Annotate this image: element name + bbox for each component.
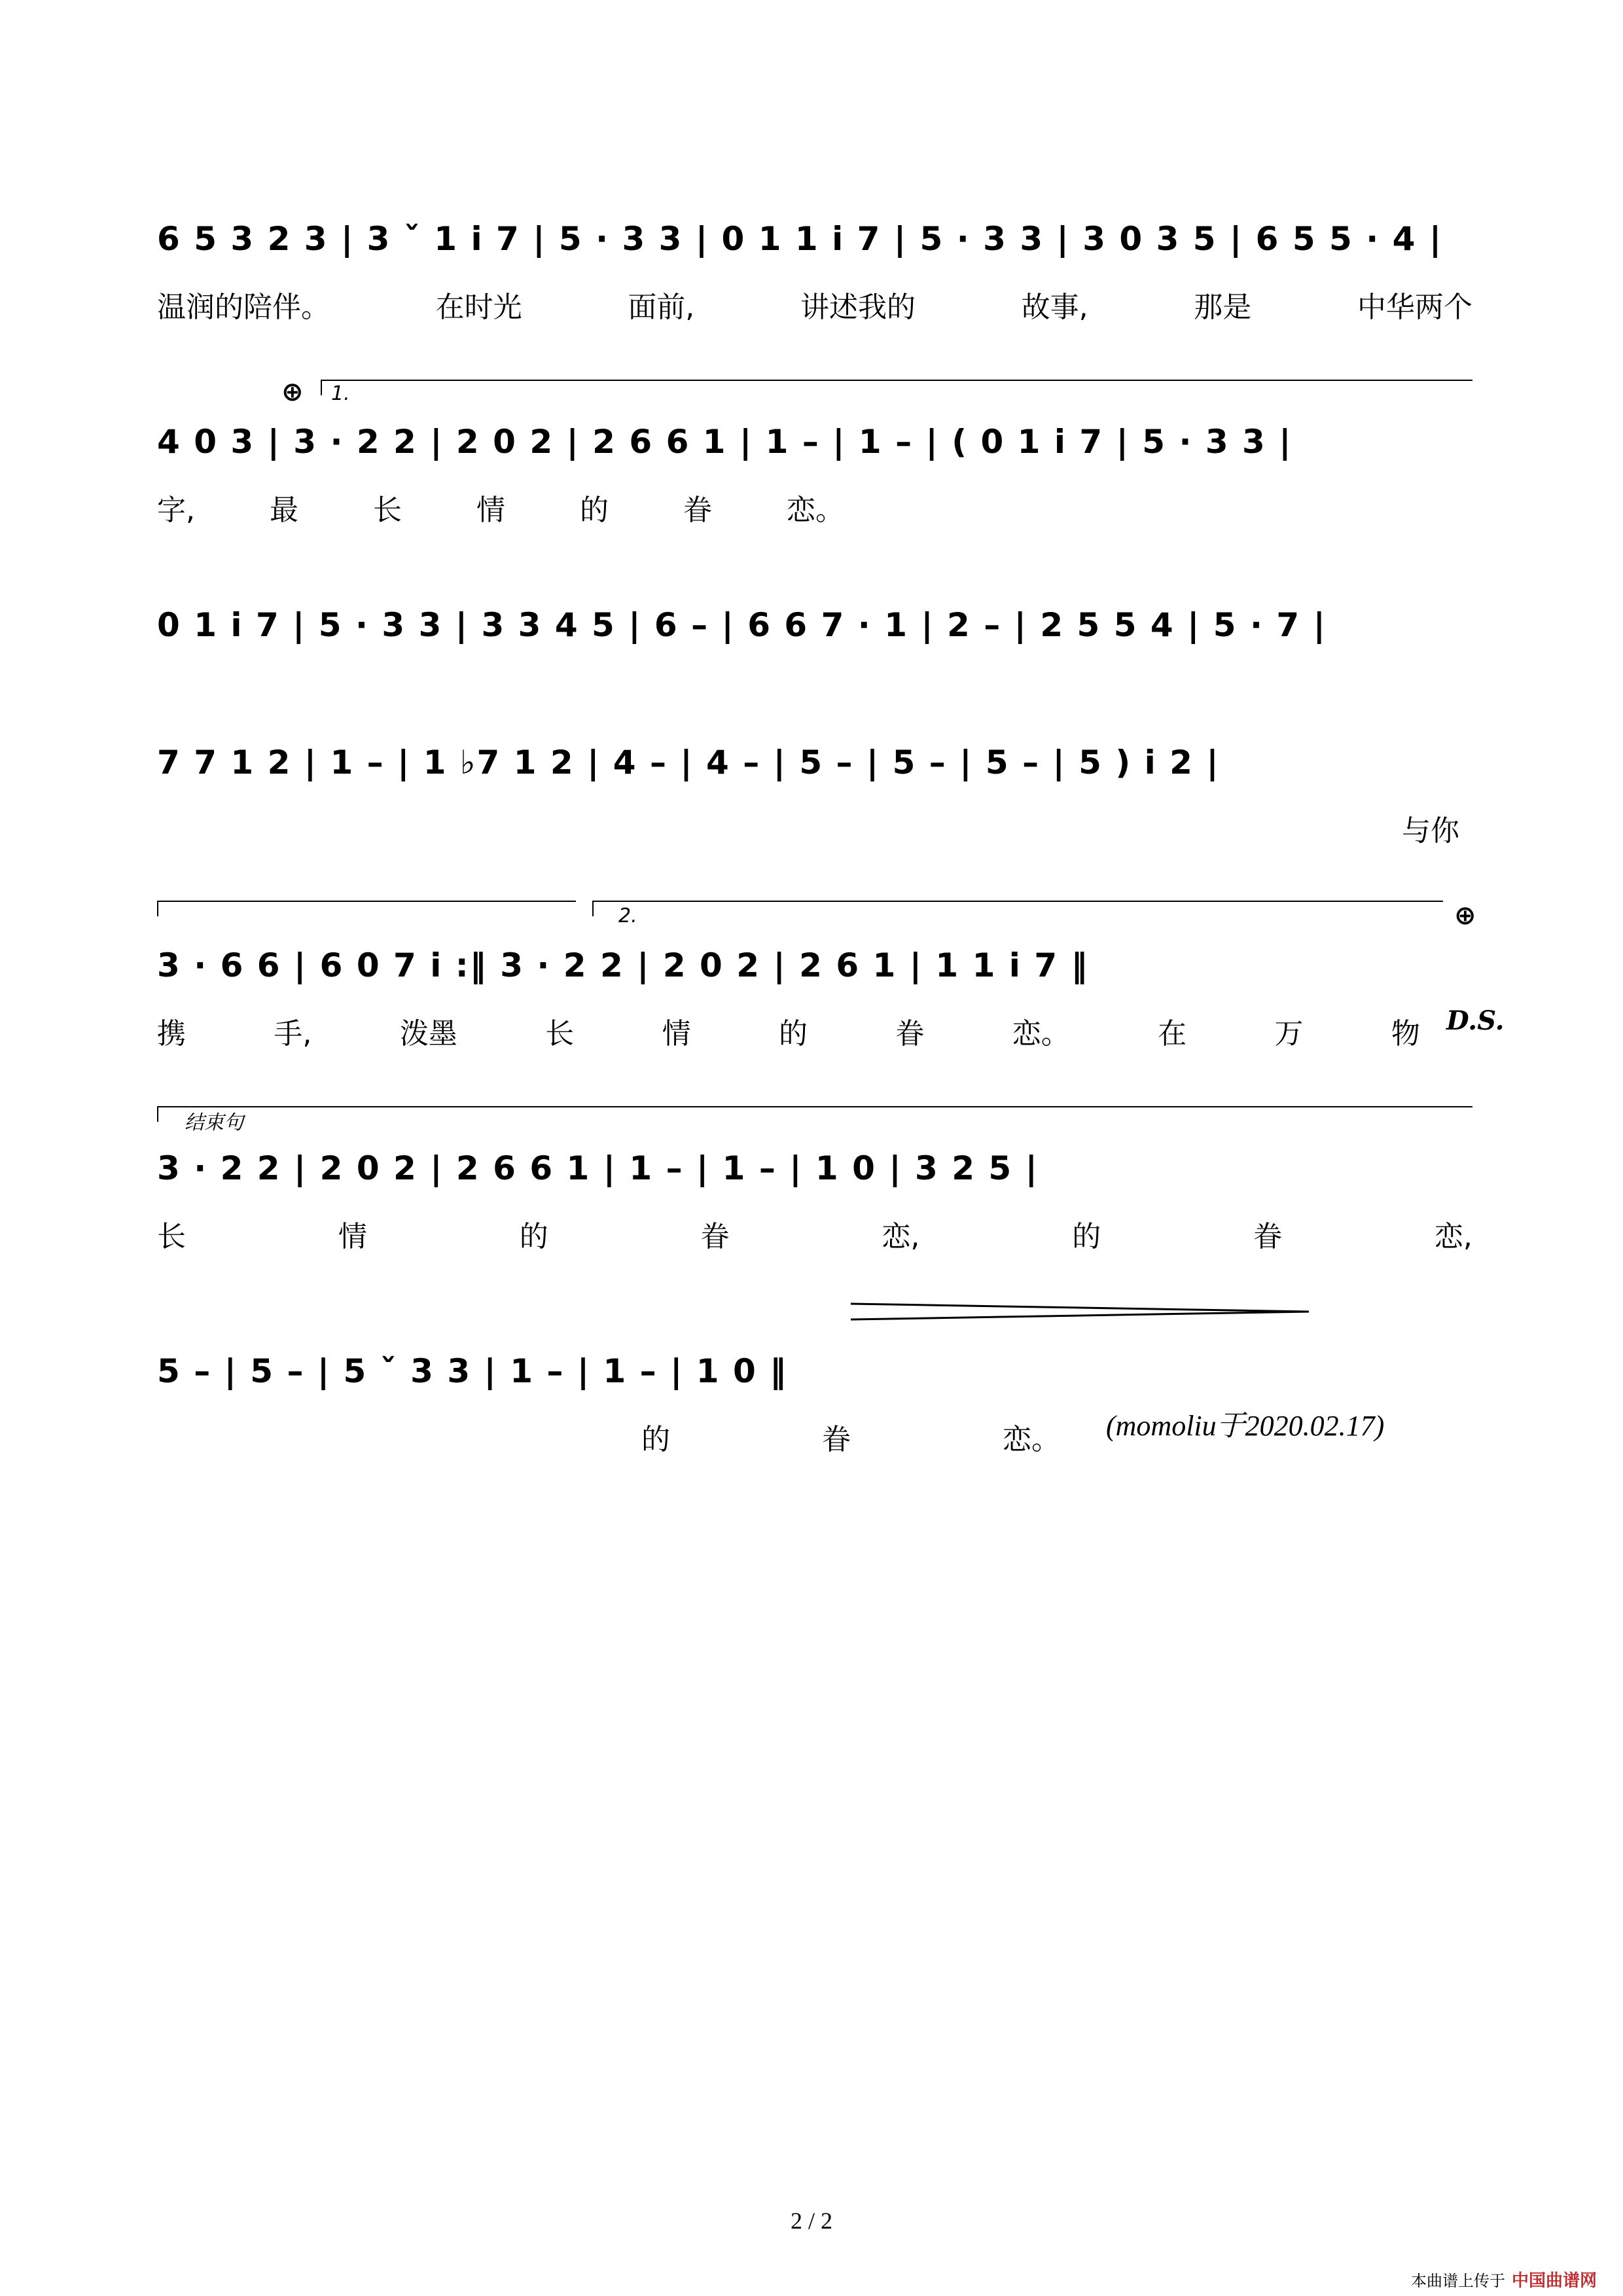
lyric: 恋, [882,1220,920,1253]
lyric: 那是 [1194,291,1252,324]
lyric: 讲述我的 [800,291,916,324]
lyric: 眷 [700,1220,730,1253]
lyric: 长 [373,493,402,527]
lyric: 温润的陪伴。 [157,291,330,324]
lyric: 物 [1391,1017,1420,1050]
lyric: 恋, [1434,1220,1472,1253]
lyric: 故事, [1021,291,1088,324]
page-number-text: 2 / 2 [790,2208,832,2234]
lyric: 情 [476,493,505,527]
decrescendo-hairpin [851,1302,1309,1322]
lyric: 的 [778,1017,808,1050]
lyric: 中华两个 [1357,291,1472,324]
lyric: 长 [157,1220,186,1253]
lyrics-line-7 [641,1414,1060,1460]
lyric: 眷 [1253,1220,1283,1253]
lyric: 在时光 [435,291,522,324]
notation-line-3: 0 1 i 7 | 5 · 3 3 | 3 3 4 5 | 6 – | 6 6 7 · 1 | 2 – | 2 5 5 4 | 5 · 7 | [157,606,1327,644]
lyric: 泼墨 [399,1017,457,1050]
lyric: 的 [580,493,609,527]
notation-line-2: 4 0 3 | 3 · 2 2 | 2 0 2 | 2 6 6 1 | 1 – | 1 – | ( 0 1 i 7 | 5 · 3 3 | [157,423,1293,461]
lyric: 手, [274,1017,312,1050]
lyric: 面前, [628,291,695,324]
notation-line-5: 3 · 6 6 | 6 0 7 i :‖ 3 · 2 2 | 2 0 2 | 2 6 1 | 1 1 i 7 ‖ [157,946,1089,984]
footer-text: 本曲谱上传于 [1410,2272,1505,2290]
lyric: 恋。 [1003,1423,1060,1456]
notation-line-1: 6 5 3 2 3 | 3 ˇ 1 i 7 | 5 · 3 3 | 0 1 1 i 7 | 5 · 3 3 | 3 0 3 5 | 6 5 5 · 4 | [157,220,1443,258]
ending-label: 结束句 [185,1111,243,1134]
lyric: 万 [1274,1017,1304,1050]
footer [1411,2267,1597,2291]
lyric: 眷 [895,1017,925,1050]
lyric: 字, [157,493,195,527]
coda-sign-icon: ⊕ [1454,901,1476,931]
lyrics-line-5 [157,1008,1420,1054]
lyric: 长 [545,1017,575,1050]
site-logo: 中国曲谱网 [1511,2271,1597,2291]
volta-label-1: 1. [331,382,350,405]
ds-mark: D.S. [1446,1005,1505,1036]
lyric: 眷 [683,493,712,527]
coda-sign-icon: ⊕ [281,377,304,407]
volta-bracket-2 [592,901,1443,902]
lyric: 的 [641,1423,670,1456]
ending-bracket [157,1106,1472,1107]
lyric: 情 [662,1017,691,1050]
lyric: 与你 [1402,814,1459,848]
lyric: 的 [1072,1220,1101,1253]
lyric: 恋。 [787,493,844,527]
notation-line-6: 3 · 2 2 | 2 0 2 | 2 6 6 1 | 1 – | 1 – | 1 0 | 3 2 5 | [157,1149,1039,1187]
lyric: 携 [157,1017,186,1050]
lyric: 在 [1158,1017,1187,1050]
volta-bracket-prev [157,901,576,902]
lyrics-line-2 [157,484,844,530]
page-number [0,2207,1623,2234]
notation-line-7: 5 – | 5 – | 5 ˇ 3 3 | 1 – | 1 – | 1 0 ‖ [157,1352,788,1390]
volta-label-2: 2. [618,905,637,927]
lyrics-line-1 [157,281,1472,327]
notation-line-4: 7 7 1 2 | 1 – | 1 ♭7 1 2 | 4 – | 4 – | 5 – | 5 – | 5 – | 5 ) i 2 | [157,744,1220,781]
arranger-credit: (momoliu于2020.02.17) [1106,1410,1385,1442]
lyrics-line-6 [157,1211,1472,1257]
volta-bracket-1 [321,380,1472,381]
lyric: 的 [519,1220,548,1253]
lyric: 恋。 [1012,1017,1070,1050]
lyric: 最 [270,493,298,527]
lyric: 情 [338,1220,367,1253]
lyrics-line-4 [157,805,1472,851]
lyric: 眷 [822,1423,851,1456]
